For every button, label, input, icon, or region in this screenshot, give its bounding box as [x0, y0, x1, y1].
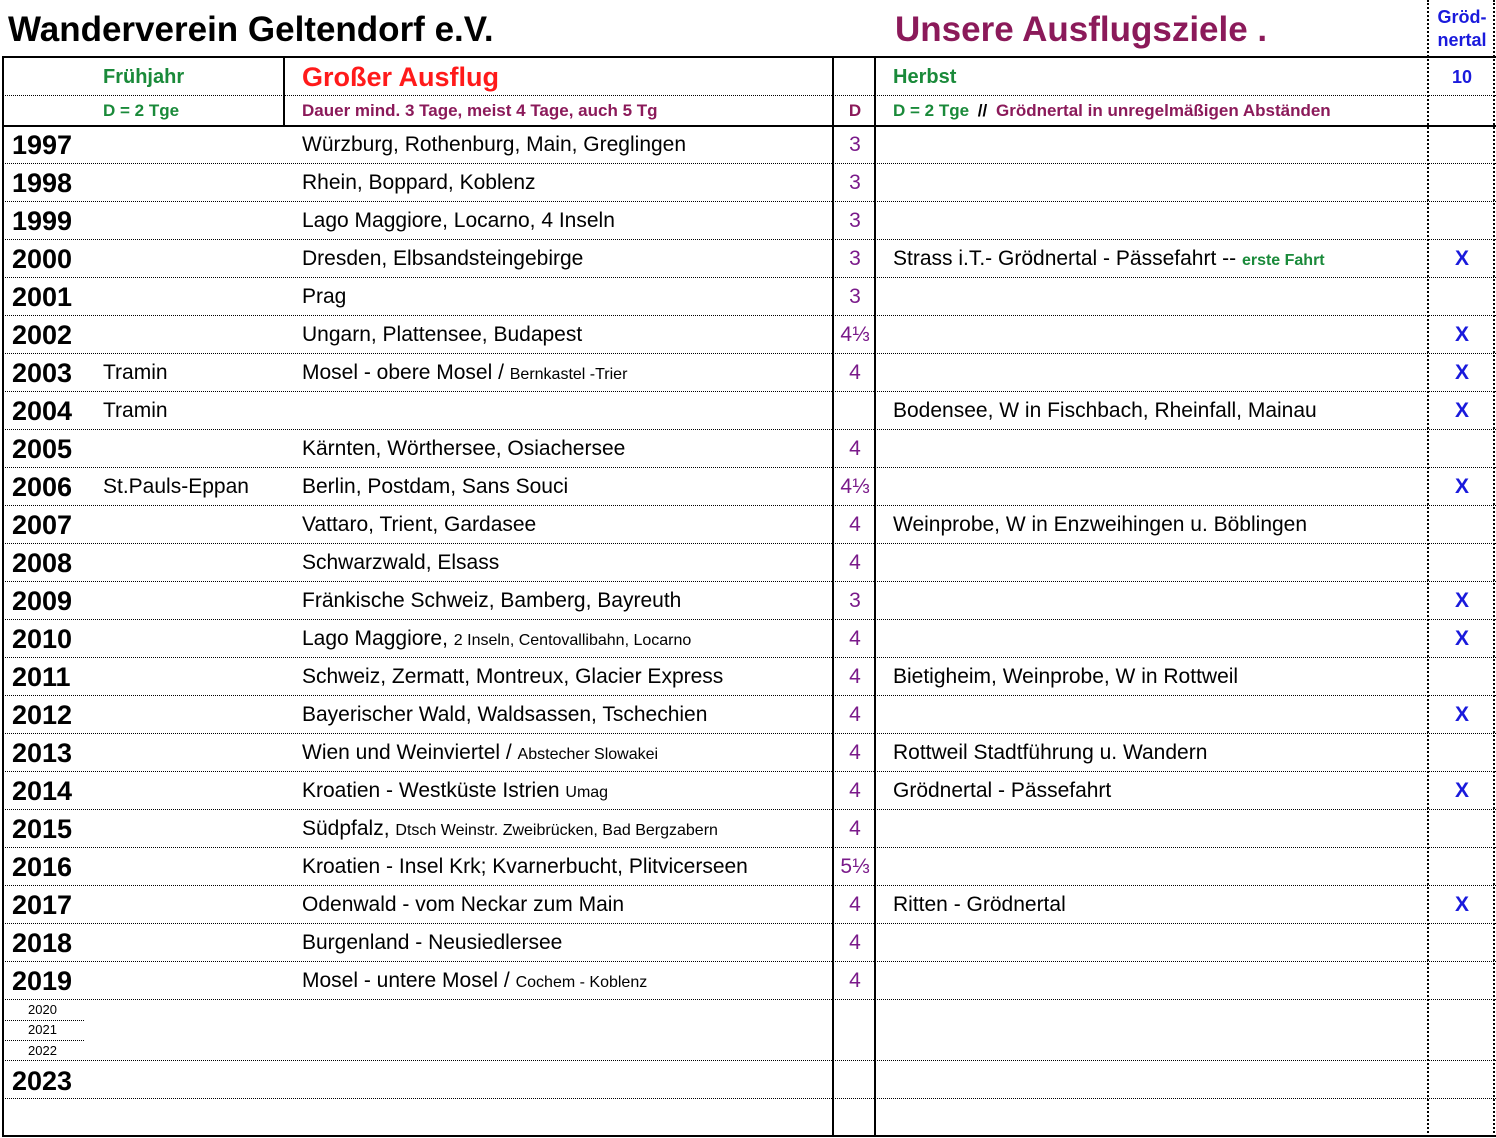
destination-main: Rhein, Boppard, Koblenz	[302, 171, 536, 194]
page-title: Unsere Ausflugsziele .	[895, 10, 1268, 49]
row-divider	[2, 163, 1496, 164]
row-divider	[2, 923, 1496, 924]
destination-main: Südpfalz,	[302, 817, 396, 840]
destination-detail: Abstecher Slowakei	[517, 746, 659, 763]
destination-cell	[302, 924, 562, 962]
left-border	[2, 56, 4, 1137]
grodnertal-mark: X	[1454, 323, 1469, 346]
destination-detail: 2 Inseln, Centovallibahn, Locarno	[453, 632, 692, 649]
duration-cell: 4	[849, 665, 861, 688]
destination-cell	[302, 240, 583, 278]
destination-main: Odenwald - vom Neckar zum Main	[302, 893, 625, 916]
herbst-cell	[893, 658, 1238, 696]
small-year: 2020	[28, 1002, 57, 1017]
herbst-main: Grödnertal - Pässefahrt	[893, 779, 1112, 802]
year-cell: 2004	[12, 396, 73, 426]
grodnertal-mark	[1428, 126, 1496, 164]
herbst-main: Bietigheim, Weinprobe, W in Rottweil	[893, 665, 1239, 688]
row-divider	[2, 885, 1496, 886]
grodnertal-mark: X	[1454, 627, 1469, 650]
grodnertal-mark	[1428, 164, 1496, 202]
destination-main: Berlin, Postdam, Sans Souci	[302, 475, 569, 498]
duration-header: D	[848, 101, 862, 120]
year-cell: 2000	[12, 244, 73, 274]
duration-cell: 4	[849, 513, 861, 536]
grosser-ausflug-header: Großer Ausflug	[302, 62, 500, 92]
herbst-cell	[893, 772, 1111, 810]
herbst-note: erste Fahrt	[1241, 252, 1325, 269]
year-cell: 2008	[12, 548, 73, 578]
herbst-note-duration: D = 2 Tge	[893, 101, 970, 120]
grodnertal-mark	[1428, 278, 1496, 316]
grodnertal-mark: X	[1454, 475, 1469, 498]
grodnertal-mark: X	[1454, 893, 1469, 916]
row-divider	[2, 277, 1496, 278]
row-divider	[2, 581, 1496, 582]
grodnertal-mark	[1428, 544, 1496, 582]
year-cell: 2017	[12, 890, 73, 920]
duration-cell: 4	[849, 551, 861, 574]
duration-cell: 4⅓	[840, 475, 870, 498]
fruehjahr-note: D = 2 Tge	[103, 101, 180, 120]
year-cell: 2015	[12, 814, 73, 844]
row-divider	[2, 961, 1496, 962]
fruehjahr-header: Frühjahr	[103, 66, 185, 88]
grodnertal-mark: X	[1454, 399, 1469, 422]
destination-detail: Umag	[565, 784, 609, 801]
destination-detail: Dtsch Weinstr. Zweibrücken, Bad Bergzabern	[395, 822, 718, 839]
duration-cell: 5⅓	[840, 855, 870, 878]
grodnertal-mark	[1428, 658, 1496, 696]
destination-cell	[302, 430, 625, 468]
destination-detail: Bernkastel -Trier	[509, 366, 628, 383]
row-divider	[2, 657, 1496, 658]
grodnertal-mark	[1428, 848, 1496, 886]
grodnertal-mark: X	[1454, 247, 1469, 270]
grodnertal-mark: X	[1454, 703, 1469, 726]
destination-cell	[302, 620, 691, 658]
row-divider	[2, 999, 1496, 1000]
duration-cell: 4	[849, 627, 861, 650]
destination-cell	[302, 506, 536, 544]
herbst-main: Bodensee, W in Fischbach, Rheinfall, Mainau	[893, 399, 1317, 422]
destination-main: Kroatien - Insel Krk; Kvarnerbucht, Plitvicerseen	[302, 855, 748, 878]
destination-cell	[302, 544, 499, 582]
destination-cell	[302, 164, 536, 202]
grodnertal-mark	[1428, 734, 1496, 772]
herbst-main: Weinprobe, W in Enzweihingen u. Böblingen	[893, 513, 1308, 536]
destination-main: Mosel - obere Mosel /	[302, 361, 510, 384]
year-cell: 2019	[12, 966, 73, 996]
herbst-cell	[893, 506, 1307, 544]
year-cell: 2007	[12, 510, 73, 540]
fruehjahr-cell: Tramin	[103, 361, 168, 384]
row-divider	[2, 733, 1496, 734]
fruehjahr-divider	[283, 56, 285, 126]
destination-main: Fränkische Schweiz, Bamberg, Bayreuth	[302, 589, 682, 612]
duration-cell: 4	[849, 703, 861, 726]
destination-main: Schweiz, Zermatt, Montreux, Glacier Express	[302, 665, 724, 688]
destination-detail: Cochem - Koblenz	[515, 974, 648, 991]
destination-cell	[302, 734, 658, 772]
duration-cell: 4	[849, 893, 861, 916]
herbst-main: Rottweil Stadtführung u. Wandern	[893, 741, 1208, 764]
destination-cell	[302, 886, 624, 924]
duration-cell: 4	[849, 817, 861, 840]
fruehjahr-cell: Tramin	[103, 399, 168, 422]
year-cell: 1997	[12, 130, 73, 160]
herbst-cell	[893, 886, 1066, 924]
destination-main: Dresden, Elbsandsteingebirge	[302, 247, 584, 270]
duration-cell: 4	[849, 361, 861, 384]
row-divider	[2, 353, 1496, 354]
year-cell: 2003	[12, 358, 73, 388]
year-cell: 2005	[12, 434, 73, 464]
destination-main: Würzburg, Rothenburg, Main, Greglingen	[302, 133, 687, 156]
grodnertal-mark	[1428, 962, 1496, 1000]
destination-cell	[302, 278, 346, 316]
small-year: 2022	[28, 1043, 57, 1058]
duration-cell	[834, 392, 876, 430]
herbst-main: Ritten - Grödnertal	[893, 893, 1066, 916]
year-cell: 2013	[12, 738, 73, 768]
grodnertal-mark	[1428, 924, 1496, 962]
herbst-note	[893, 96, 1331, 126]
duration-cell: 4	[849, 931, 861, 954]
fruehjahr-cell: St.Pauls-Eppan	[103, 475, 249, 498]
year-cell: 2006	[12, 472, 73, 502]
destination-cell	[302, 772, 608, 810]
grosser-ausflug-note: Dauer mind. 3 Tage, meist 4 Tage, auch 5 Tg	[302, 101, 658, 120]
destination-cell	[302, 316, 582, 354]
herbst-cell	[893, 240, 1325, 278]
destination-main: Burgenland - Neusiedlersee	[302, 931, 563, 954]
year-2023: 2023	[12, 1066, 73, 1096]
grodnertal-column-header	[1428, 6, 1496, 52]
year-cell: 2009	[12, 586, 73, 616]
club-title: Wanderverein Geltendorf e.V.	[8, 10, 494, 49]
herbst-note-separator: //	[977, 101, 988, 120]
destination-main: Mosel - untere Mosel /	[302, 969, 516, 992]
grodnertal-mark	[1428, 810, 1496, 848]
year-cell: 1998	[12, 168, 73, 198]
destination-cell	[302, 962, 647, 1000]
grodnertal-mark	[1428, 430, 1496, 468]
year-cell: 2018	[12, 928, 73, 958]
grodnertal-count: 10	[1451, 67, 1473, 87]
year-cell: 1999	[12, 206, 73, 236]
destination-main: Bayerischer Wald, Waldsassen, Tschechien	[302, 703, 708, 726]
year-cell: 2002	[12, 320, 73, 350]
year-cell: 2016	[12, 852, 73, 882]
duration-cell: 3	[849, 133, 861, 156]
row-divider-2023-bottom	[2, 1098, 1496, 1099]
destination-cell	[302, 202, 615, 240]
destination-main: Lago Maggiore,	[302, 627, 454, 650]
destination-main: Prag	[302, 285, 347, 308]
grodnertal-mark	[1428, 202, 1496, 240]
small-year: 2021	[28, 1022, 57, 1037]
grodnertal-mark: X	[1454, 589, 1469, 612]
duration-cell: 3	[849, 589, 861, 612]
duration-cell: 4	[849, 741, 861, 764]
destination-cell	[302, 810, 718, 848]
row-divider	[2, 315, 1496, 316]
herbst-main: Strass i.T.- Grödnertal - Pässefahrt --	[893, 247, 1242, 270]
duration-cell: 3	[849, 171, 861, 194]
grodnertal-mark	[1428, 506, 1496, 544]
destination-cell	[302, 696, 707, 734]
destination-main: Vattaro, Trient, Gardasee	[302, 513, 537, 536]
duration-cell: 4	[849, 437, 861, 460]
year-cell: 2011	[12, 662, 71, 692]
row-divider-2023-top	[2, 1060, 1496, 1061]
herbst-note-grodnertal: Grödnertal in unregelmäßigen Abständen	[995, 101, 1331, 120]
destination-cell	[302, 354, 627, 392]
destination-cell	[302, 848, 748, 886]
duration-cell: 4	[849, 969, 861, 992]
herbst-cell	[893, 392, 1317, 430]
row-divider	[2, 619, 1496, 620]
destination-main: Wien und Weinviertel /	[302, 741, 518, 764]
grodnertal-header-line1: Gröd-	[1437, 7, 1487, 27]
grodnertal-mark: X	[1454, 779, 1469, 802]
year-cell: 2012	[12, 700, 73, 730]
destination-main: Schwarzwald, Elsass	[302, 551, 500, 574]
herbst-header: Herbst	[893, 66, 957, 88]
duration-cell: 3	[849, 209, 861, 232]
herbst-cell	[893, 734, 1207, 772]
row-divider	[2, 201, 1496, 202]
destination-main: Kärnten, Wörthersee, Osiachersee	[302, 437, 626, 460]
duration-cell: 3	[849, 285, 861, 308]
year-cell: 2001	[12, 282, 73, 312]
row-divider	[2, 771, 1496, 772]
grodnertal-header-line2: nertal	[1437, 30, 1487, 50]
destination-main: Ungarn, Plattensee, Budapest	[302, 323, 583, 346]
row-divider	[2, 847, 1496, 848]
year-cell: 2010	[12, 624, 73, 654]
duration-cell: 3	[849, 247, 861, 270]
destination-cell	[302, 658, 723, 696]
destination-main: Kroatien - Westküste Istrien	[302, 779, 566, 802]
destination-cell	[302, 468, 568, 506]
grodnertal-mark: X	[1454, 361, 1469, 384]
row-divider	[2, 809, 1496, 810]
duration-cell: 4⅓	[840, 323, 870, 346]
top-border	[2, 56, 1496, 58]
row-divider	[2, 429, 1496, 430]
destination-main: Lago Maggiore, Locarno, 4 Inseln	[302, 209, 615, 232]
row-divider	[2, 695, 1496, 696]
row-divider	[2, 543, 1496, 544]
destination-cell	[302, 126, 686, 164]
destination-cell	[302, 582, 681, 620]
year-cell: 2014	[12, 776, 73, 806]
bottom-border	[2, 1135, 1496, 1137]
duration-cell: 4	[849, 779, 861, 802]
